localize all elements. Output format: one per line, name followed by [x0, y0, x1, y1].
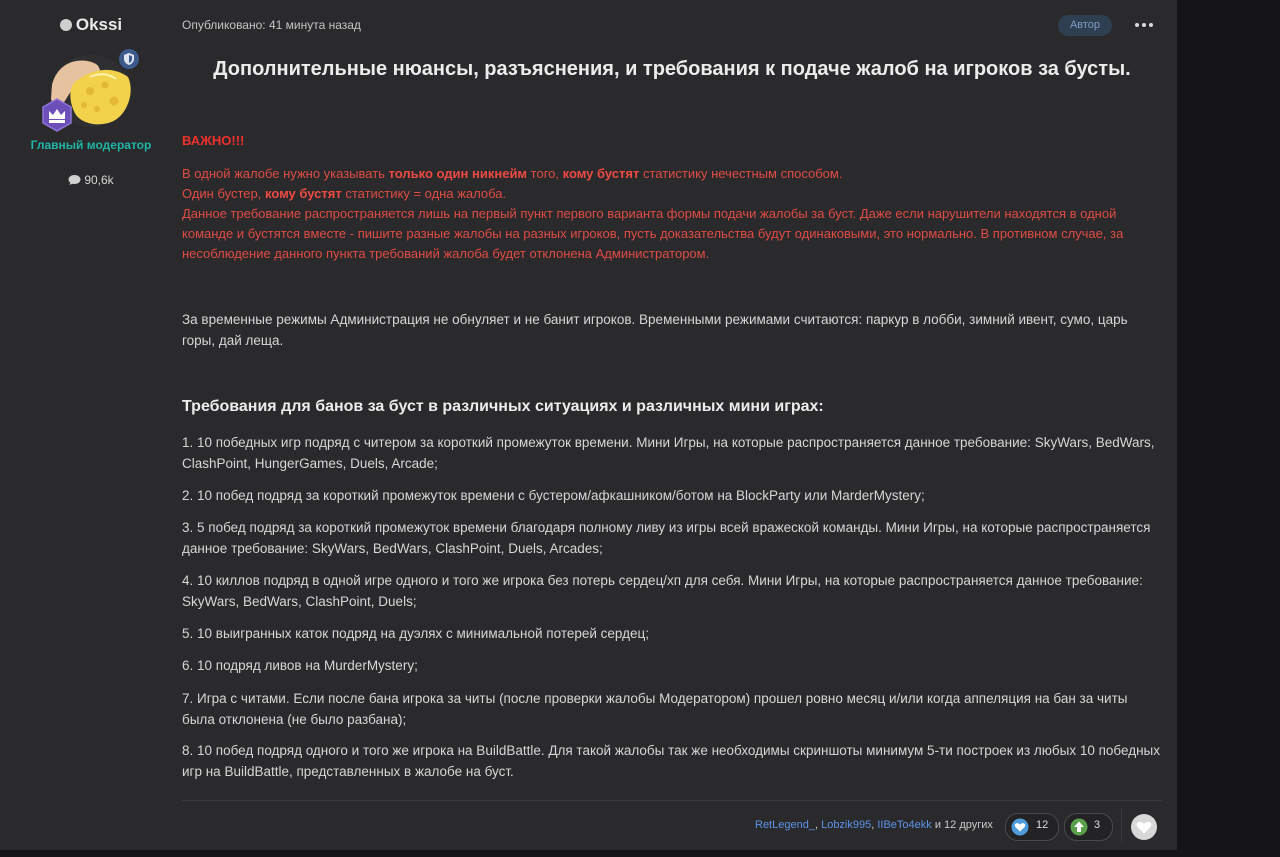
others-link[interactable]: и 12 других	[931, 819, 993, 831]
like-count: 12	[1036, 819, 1049, 831]
text: Один бустер,	[182, 186, 265, 201]
requirement-item: 4. 10 киллов подряд в одной игре одного и того же игрока без потерь сердец/хп для себя. Мини Игры, на которые распространяется данное требование: SkyWars, BedWars, ClashPoint, Duels;	[182, 573, 1143, 609]
more-options-icon[interactable]	[1134, 16, 1156, 34]
requirement-item: 6. 10 подряд ливов на MurderMystery;	[182, 658, 418, 673]
user-role: Главный модератор	[30, 138, 152, 152]
heart-reaction-icon	[1011, 818, 1029, 836]
important-label: ВАЖНО!!!	[182, 133, 245, 148]
divider	[182, 800, 1162, 801]
like-button[interactable]	[1131, 814, 1157, 840]
liker-link[interactable]: RetLegend_	[755, 819, 815, 831]
requirement-item: 2. 10 побед подряд за короткий промежуток времени с бустером/афкашником/ботом на BlockParty или MarderMystery;	[182, 488, 925, 503]
warning-line-2	[182, 184, 1162, 204]
requirement-item: 1. 10 победных игр подряд с читером за короткий промежуток времени. Мини Игры, на которые распространяется данное требование: SkyWars, BedWars, ClashPoint, HungerGames, Duels, Arcade;	[182, 435, 1155, 471]
upvote-count: 3	[1094, 819, 1101, 831]
requirements-heading: Требования для банов за буст в различных ситуациях и различных мини играх:	[182, 398, 824, 415]
post-count	[0, 173, 182, 189]
requirement-item: 3. 5 побед подряд за короткий промежуток времени благодаря полному ливу из игры всей вражеской команды. Мини Игры, на которые распространяется данное требование: SkyWars, BedWars, ClashPoint, Duels, Arcades;	[182, 520, 1151, 556]
author-badge: Автор	[1058, 15, 1112, 36]
bottom-margin	[0, 850, 1280, 857]
bold-text: кому бустят	[562, 166, 640, 181]
up-arrow-reaction-icon	[1070, 818, 1088, 836]
requirement-item: 8. 10 побед подряд одного и того же игрока на BuildBattle. Для такой жалобы так же необходимы скриншоты минимум 5-ти построек из любых 10 победных игр на BuildBattle, представленных в жалобе на буст.	[182, 743, 1161, 779]
crown-rank-icon	[40, 98, 74, 132]
liker-link[interactable]: IIBeTo4ekk	[877, 819, 932, 831]
right-margin	[1177, 0, 1280, 857]
username-text[interactable]: Okssi	[75, 15, 123, 34]
shield-badge-icon	[117, 47, 141, 71]
text: статистику нечестным способом.	[639, 166, 843, 181]
published-time[interactable]: Опубликовано: 41 минута назад	[182, 18, 361, 32]
text: того,	[527, 166, 563, 181]
separator: ,	[871, 819, 878, 831]
upvote-reaction-pill[interactable]	[1064, 813, 1113, 841]
comment-icon	[68, 174, 81, 189]
author-panel	[0, 0, 182, 852]
requirement-item: 5. 10 выигранных каток подряд на дуэлях с минимальной потерей сердец;	[182, 626, 649, 641]
temporary-modes-note: За временные режимы Администрация не обнуляет и не банит игроков. Временными режимами считаются: паркур в лобби, зимний ивент, сумо, царь горы, дай леща.	[182, 312, 1128, 348]
warning-line-3: Данное требование распространяется лишь на первый пункт первого варианта формы подачи жалобы за буст. Даже если нарушители находятся в одной команде и бустятся вместе - пишите разные жалобы на разных игроков, пусть доказательства будут одинаковыми, это нормально. В противном случае, за несоблюдение данного пункта требований жалоба будет отклонена Администратором.	[182, 206, 1124, 261]
bold-text: кому бустят	[264, 186, 342, 201]
text: статистику = одна жалоба.	[341, 186, 507, 201]
requirement-item: 7. Игра с читами. Если после бана игрока за читы (после проверки жалобы Модератором) прошел ровно месяц и/или когда аппеляция на бан за читы была отклонена (не было разбана);	[182, 691, 1128, 727]
author-username[interactable]	[0, 15, 182, 35]
post-title: Дополнительные нюансы, разъяснения, и требования к подаче жалоб на игроков за бусты.	[213, 58, 1131, 80]
warning-line-1	[182, 164, 1162, 184]
text: В одной жалобе нужно указывать	[182, 166, 389, 181]
heart-icon	[1131, 814, 1157, 840]
like-reaction-pill[interactable]	[1005, 813, 1059, 841]
divider	[1121, 808, 1122, 842]
liker-link[interactable]: Lobzik995	[821, 819, 872, 831]
offline-status-icon	[60, 19, 72, 31]
bold-text: только один никнейм	[388, 166, 528, 181]
post-count-value: 90,6k	[84, 173, 114, 187]
separator: ,	[814, 819, 822, 831]
reaction-users	[755, 819, 993, 831]
